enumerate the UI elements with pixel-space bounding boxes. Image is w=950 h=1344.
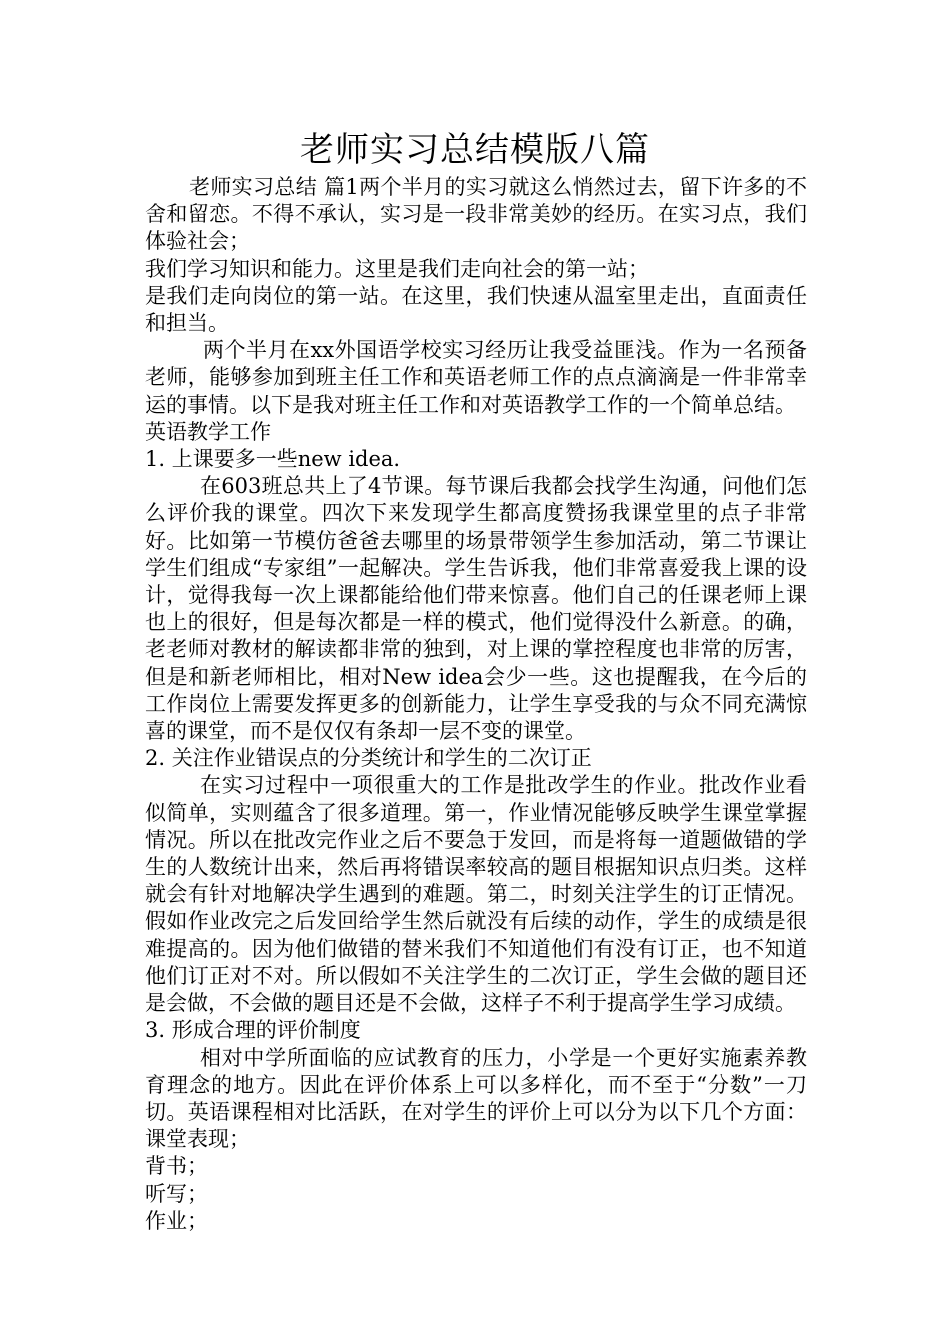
item-heading-evaluation: 3. 形成合理的评价制度 — [145, 1018, 361, 1043]
paragraph-learning: 我们学习知识和能力。这里是我们走向社会的第一站； — [145, 256, 649, 281]
item-heading-new-idea: 1. 上课要多一些new idea. — [145, 447, 401, 472]
document-body — [145, 174, 807, 1235]
paragraph-intro: 老师实习总结 篇1两个半月的实习就这么悄然过去，留下许多的不舍和留恋。不得不承认，实习是一段非常美妙的经历。在实习点，我们体验社会； — [145, 175, 807, 254]
item-heading-homework-errors: 2. 关注作业错误点的分类统计和学生的二次订正 — [145, 746, 592, 771]
list-item-homework: 作业； — [145, 1208, 208, 1233]
section-heading-english-teaching: 英语教学工作 — [145, 419, 271, 444]
document-title: 老师实习总结模版八篇 — [300, 130, 650, 170]
paragraph-homework: 在实习过程中一项很重大的工作是批改学生的作业。批改作业看似简单，实则蕴含了很多道理。第一，作业情况能够反映学生课堂掌握情况。所以在批改完作业之后不要急于发回，而是将每一道题做错的学生的人数统计出来，然后再将错误率较高的题目根据知识点归类。这样就会有针对地解决学生遇到的难题。第二，时刻关注学生的订正情况。假如作业改完之后发回给学生然后就没有后续的动作，学生的成绩是很难提高的。因为他们做错的替米我们不知道他们有没有订正，也不知道他们订正对不对。所以假如不关注学生的二次订正，学生会做的题目还是会做，不会做的题目还是不会做，这样子不利于提高学生学习成绩。 — [145, 773, 807, 1016]
paragraph-class-603: 在603班总共上了4节课。每节课后我都会找学生沟通，问他们怎么评价我的课堂。四次下来发现学生都高度赞扬我课堂里的点子非常好。比如第一节模仿爸爸去哪里的场景带领学生参加活动，第二节课让学生们组成“专家组”一起解决。学生告诉我，他们非常喜爱我上课的设计，觉得我每一次上课都能给他们带来惊喜。他们自己的任课老师上课也上的很好，但是每次都是一样的模式，他们觉得没什么新意。的确，老老师对教材的解读都非常的独到，对上课的掌控程度也非常的厉害，但是和新老师相比，相对New idea会少一些。这也提醒我，在今后的工作岗位上需要发挥更多的创新能力，让学生享受我的与众不同充满惊喜的课堂，而不是仅仅有条却一层不变的课堂。 — [145, 474, 807, 744]
paragraph-evaluation: 相对中学所面临的应试教育的压力，小学是一个更好实施素养教育理念的地方。因此在评价体系上可以多样化，而不至于“分数”一刀切。英语课程相对比活跃，在对学生的评价上可以分为以下几个方面：课堂表现； — [145, 1045, 807, 1152]
paragraph-position: 是我们走向岗位的第一站。在这里，我们快速从温室里走出，直面责任和担当。 — [145, 283, 807, 336]
list-item-recitation: 背书； — [145, 1154, 208, 1179]
list-item-dictation: 听写； — [145, 1181, 208, 1206]
paragraph-experience: 两个半月在xx外国语学校实习经历让我受益匪浅。作为一名预备老师，能够参加到班主任工作和英语老师工作的点点滴滴是一件非常幸运的事情。以下是我对班主任工作和对英语教学工作的一个简单总结。 — [145, 338, 807, 417]
